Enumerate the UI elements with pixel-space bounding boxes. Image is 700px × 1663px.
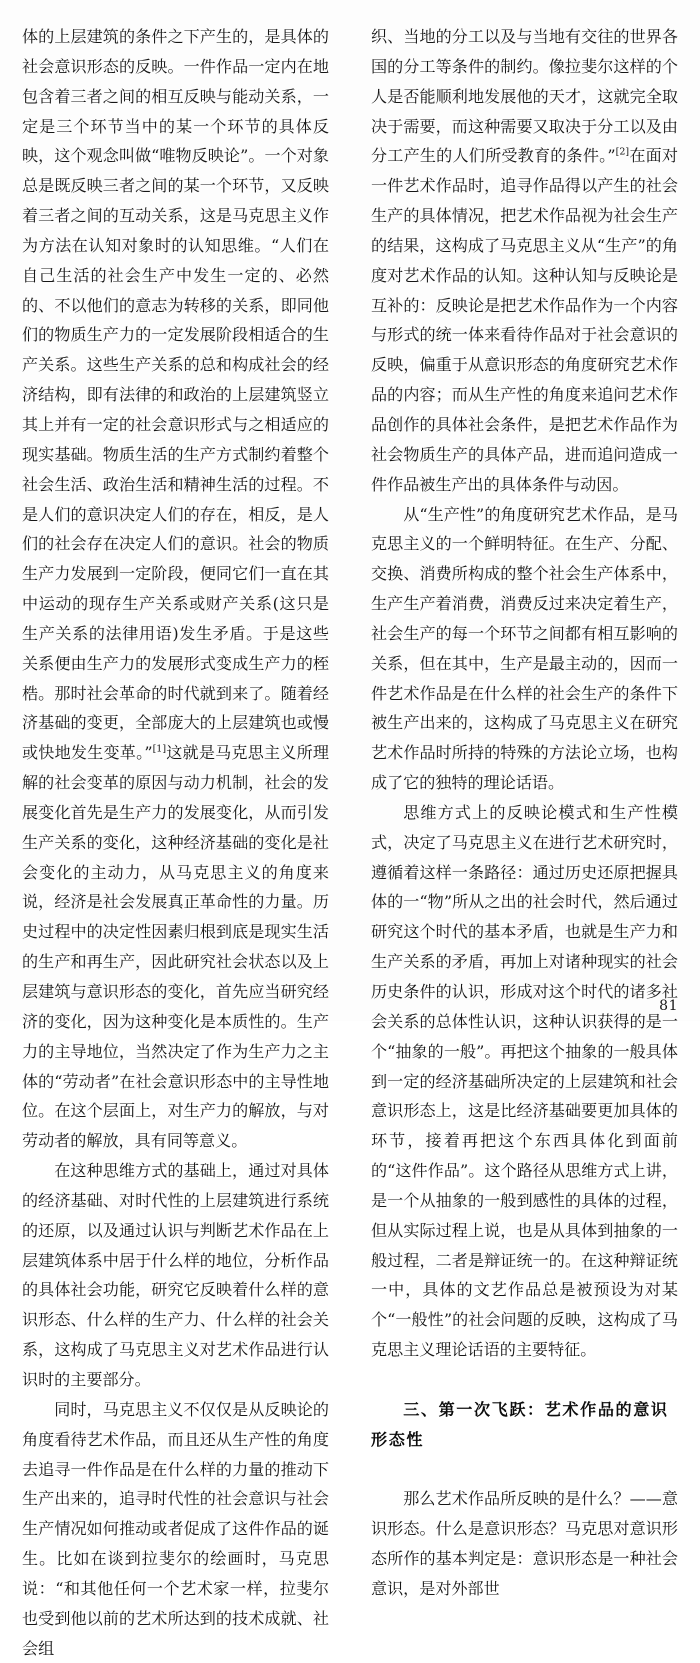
left-column	[22, 22, 329, 1663]
heading-spacer-before	[371, 1365, 678, 1395]
footnote-marker[interactable]: [1]	[152, 743, 167, 755]
paragraph	[371, 22, 678, 500]
paragraph: 从“生产性”的角度研究艺术作品，是马克思主义的一个鲜明特征。在生产、分配、交换、消费所构成的整个社会生产体系中，生产生产着消费，消费反过来决定着生产，社会生产的每一个环节之间都有相互影响的关系，但在其中，生产是最主动的，因而一件艺术作品是在什么样的社会生产的条件下被生产出来的，这构成了马克思主义在研究艺术作品时所持的特殊的方法论立场，也构成了它的独特的理论话语。	[371, 504, 678, 793]
page-number: 81	[659, 998, 678, 1014]
paragraph: 那么艺术作品所反映的是什么？——意识形态。什么是意识形态？马克思对意识形态所作的基本判定是：意识形态是一种社会意识，是对外部世	[371, 1489, 678, 1598]
section-heading: 三、第一次飞跃：艺术作品的意识形态性	[371, 1399, 669, 1449]
footnote-marker[interactable]: [2]	[615, 147, 630, 159]
paragraph-text: 体的上层建筑的条件之下产生的，是具体的社会意识形态的反映。一件作品一定内在地包含着三者之间的相互反映与能动关系，一定是三个环节当中的某一个环节的具体反映，这个观念叫做“唯物反映论”。一个对象总是既反映三者之间的某一个环节，又反映着三者之间的互动关系，这是马克思主义作为方法在认知对象时的认知思维。“人们在自己生活的社会生产中发生一定的、必然的、不以他们的意志为转移的关系，即同他们的物质生产力的一定发展阶段相适合的生产关系。这些生产关系的总和构成社会的经济结构，即有法律的和政治的上层建筑竖立其上并有一定的社会意识形式与之相适应的现实基础。物质生活的生产方式制约着整个社会生活、政治生活和精神生活的过程。不是人们的意识决定人们的存在，相反，是人们的社会存在决定人们的意识。社会的物质生产力发展到一定阶段，便同它们一直在其中运动的现存生产关系或财产关系(这只是生产关系的法律用语)发生矛盾。于是这些关系便由生产力的发展形式变成生产力的桎梏。那时社会革命的时代就到来了。随着经济基础的变更，全部庞大的上层建筑也或慢或快地发生变革。”	[22, 27, 329, 763]
paragraph: 在这种思维方式的基础上，通过对具体的经济基础、对时代性的上层建筑进行系统的还原，以及通过认识与判断艺术作品在上层建筑体系中居于什么样的地位，分析作品的具体社会功能，研究它反映着什么样的意识形态、什么样的生产力、什么样的社会关系，这构成了马克思主义对艺术作品进行认识时的主要部分。	[22, 1161, 329, 1389]
paragraph-text-after-footnote: 这就是马克思主义所理解的社会变革的原因与动力机制，社会的发展变化首先是生产力的发展变化，从而引发生产关系的变化，这种经济基础的变化是社会变化的主动力，从马克思主义的角度来说，经济是社会发展真正革命性的力量。历史过程中的决定性因素归根到底是现实生活的生产和再生产，因此研究社会状态以及上层建筑与意识形态的变化，首先应当研究经济的变化，因为这种变化是本质性的。生产力的主导地位，当然决定了作为生产力之主体的“劳动者”在社会意识形态中的主导性地位。在这个层面上，对生产力的解放，与对劳动者的解放，具有同等意义。	[22, 743, 329, 1151]
paragraph: 思维方式上的反映论模式和生产性模式，决定了马克思主义在进行艺术研究时，遵循着这样一条路径：通过历史还原把握具体的一“物”所从之出的社会时代，然后通过研究这个时代的基本矛盾，也就是生产力和生产关系的矛盾，再加上对诸种现实的社会历史条件的认识，形成对这个时代的诸多社会关系的总体性认识，这种认识获得的是一个“抽象的一般”。再把这个抽象的一般具体到一定的经济基础所决定的上层建筑和社会意识形态上，这是比经济基础要更加具体的环节，接着再把这个东西具体化到面前的“这件作品”。这个路径从思维方式上讲，是一个从抽象的一般到感性的具体的过程，但从实际过程上说，也是从具体到抽象的一般过程，二者是辩证统一的。在这种辩证统一中，具体的文艺作品总是被预设为对某个“一般性”的社会问题的反映，这构成了马克思主义理论话语的主要特征。	[371, 802, 678, 1360]
right-column	[371, 22, 678, 1604]
heading-spacer-after	[371, 1455, 678, 1485]
paragraph: 同时，马克思主义不仅仅是从反映论的角度看待艺术作品，而且还从生产性的角度去追寻一件作品是在什么样的力量的推动下生产出来的，追寻时代性的社会意识与社会生产情况如何推动或者促成了这件作品的诞生。比如在谈到拉斐尔的绘画时，马克思说：“和其他任何一个艺术家一样，拉斐尔也受到他以前的艺术所达到的技术成就、社会组	[22, 1399, 329, 1658]
paragraph-text-after-footnote: 在面对一件艺术作品时，追寻作品得以产生的社会生产的具体情况，把艺术作品视为社会生产的结果，这构成了马克思主义从“生产”的角度对艺术作品的认知。这种认知与反映论是互补的：反映论是把艺术作品作为一个内容与形式的统一体来看待作品对于社会意识的反映，偏重于从意识形态的角度研究艺术作品的内容；而从生产性的角度来追问艺术作品创作的具体社会条件，是把艺术作品作为社会物质生产的具体产品，进而追问造成一件作品被生产出的具体条件与动因。	[371, 146, 678, 494]
paragraph	[22, 22, 329, 1156]
paragraph-text: 织、当地的分工以及与当地有交往的世界各国的分工等条件的制约。像拉斐尔这样的个人是否能顺利地发展他的天才，这就完全取决于需要，而这种需要又取决于分工以及由分工产生的人们所受教育的条件。”	[371, 27, 678, 166]
